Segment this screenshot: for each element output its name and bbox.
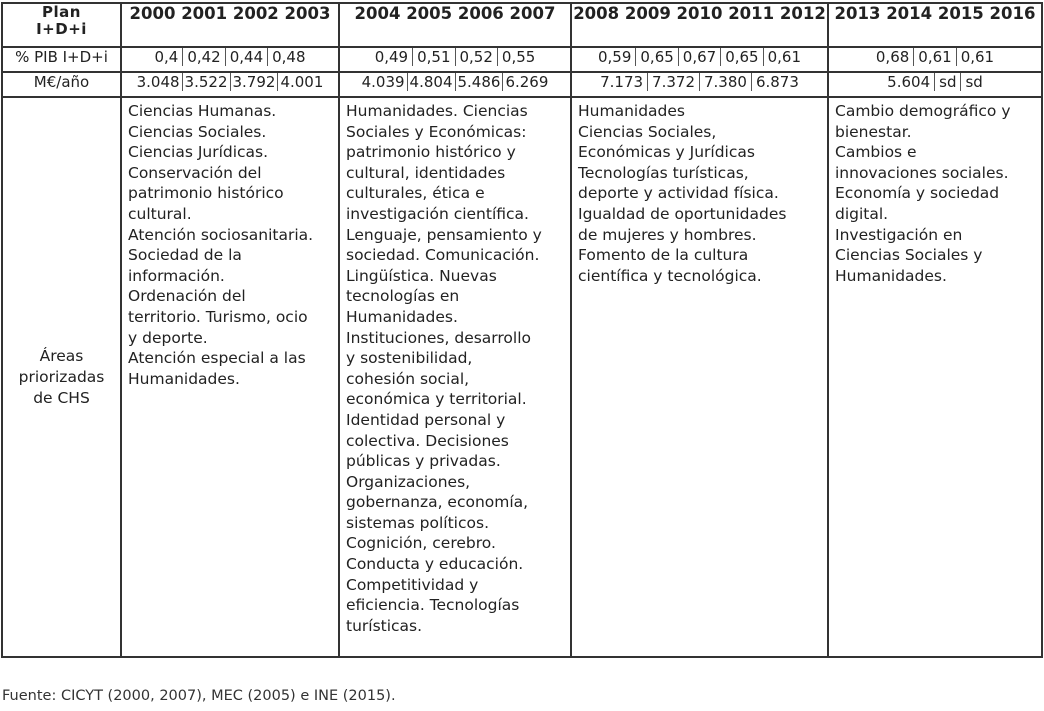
area-line: Ciencias Humanas. (128, 102, 277, 120)
header-period-4: 2013 2014 2015 2016 (828, 3, 1042, 47)
area-line: patrimonio histórico (128, 184, 284, 203)
value: 7.380 (699, 73, 751, 91)
value: 0,48 (267, 48, 309, 66)
areas-label-line: Áreas (39, 346, 84, 365)
meur-values (340, 73, 570, 91)
value: 3.048 (136, 73, 180, 91)
value: 0,4 (154, 48, 179, 66)
area-line: digital. (835, 204, 889, 223)
value: 0,61 (956, 48, 998, 66)
plan-table (1, 2, 1043, 658)
areas-cell-2013-2016 (828, 97, 1042, 657)
area-line: cultural. (128, 204, 192, 223)
area-line: gobernanza, economía, (346, 493, 529, 512)
pib-row (2, 47, 1042, 72)
area-line: tecnologías en (346, 287, 460, 306)
area-line: Ordenación del (128, 287, 246, 306)
area-line: Organizaciones, (346, 472, 471, 491)
area-line: investigación científica. (346, 204, 529, 223)
area-line: colectiva. Decisiones (346, 431, 509, 450)
areas-cell-2000-2003 (121, 97, 339, 657)
areas-label-line: de CHS (33, 388, 90, 407)
pib-values (340, 48, 570, 66)
pib-row-label: % PIB I+D+i (2, 47, 121, 72)
area-line: Identidad personal y (346, 410, 506, 429)
area-line: culturales, ética e (346, 184, 485, 203)
meur-cell-1 (121, 72, 339, 97)
area-line: información. (128, 266, 225, 285)
area-line: turísticas. (346, 616, 423, 635)
pib-values (122, 48, 338, 66)
header-period-1: 2000 2001 2002 2003 (121, 3, 339, 47)
area-line: Humanidades (578, 102, 685, 120)
area-line: científica y tecnológica. (578, 266, 762, 285)
area-line: Humanidades. (835, 266, 947, 285)
value: 0,65 (720, 48, 762, 66)
area-line: Ciencias Jurídicas. (128, 143, 269, 162)
area-line: innovaciones sociales. (835, 163, 1009, 182)
area-line: Tecnologías turísticas, (578, 163, 749, 182)
area-line: Fomento de la cultura (578, 246, 749, 265)
area-line: Humanidades. Ciencias (346, 102, 528, 120)
area-line: Sociales y Económicas: (346, 122, 527, 141)
header-plan-line1: Plan (42, 3, 81, 21)
header-row (2, 3, 1042, 47)
value: 7.173 (600, 73, 644, 91)
area-line: y sostenibilidad, (346, 349, 473, 368)
area-line: de mujeres y hombres. (578, 225, 757, 244)
header-plan-line2: I+D+i (36, 20, 87, 38)
meur-values (829, 73, 1041, 91)
area-line: deporte y actividad física. (578, 184, 779, 203)
value: sd (934, 73, 960, 91)
areas-label-line: priorizadas (18, 367, 105, 386)
area-line: Atención sociosanitaria. (128, 225, 314, 244)
area-line: Cambio demográfico y (835, 102, 1011, 120)
area-line: y deporte. (128, 328, 208, 347)
area-line: Conservación del (128, 163, 262, 182)
value: 0,52 (455, 48, 497, 66)
value: 7.372 (647, 73, 699, 91)
value: 0,65 (635, 48, 677, 66)
header-period-2: 2004 2005 2006 2007 (339, 3, 571, 47)
area-line: patrimonio histórico y (346, 143, 516, 162)
header-plan-cell (2, 3, 121, 47)
areas-cell-2008-2012 (571, 97, 828, 657)
area-line: cohesión social, (346, 369, 470, 388)
pib-values (829, 48, 1041, 66)
area-line: Investigación en (835, 225, 963, 244)
area-line: Ciencias Sociales, (578, 122, 717, 141)
value: 3.792 (230, 73, 278, 91)
pib-values (572, 48, 827, 66)
area-line: Sociedad de la (128, 246, 242, 265)
header-period-3: 2008 2009 2010 2011 2012 (571, 3, 828, 47)
value: 6.269 (502, 73, 550, 91)
area-line: cultural, identidades (346, 163, 506, 182)
value: 4.039 (361, 73, 405, 91)
meur-row-label: M€/año (2, 72, 121, 97)
area-line: Ciencias Sociales y (835, 246, 983, 265)
area-line: sociedad. Comunicación. (346, 246, 540, 265)
areas-cell-2004-2007 (339, 97, 571, 657)
areas-row (2, 97, 1042, 657)
area-line: bienestar. (835, 122, 912, 141)
area-line: Cambios e (835, 143, 917, 162)
area-line: Humanidades. (128, 369, 240, 388)
pib-cell-3 (571, 47, 828, 72)
area-line: económica y territorial. (346, 390, 527, 409)
value: 4.001 (277, 73, 325, 91)
area-line: Atención especial a las (128, 349, 306, 368)
value: 0,55 (497, 48, 539, 66)
value: 0,44 (225, 48, 267, 66)
value: 0,61 (763, 48, 805, 66)
value: 0,49 (374, 48, 409, 66)
value: 5.486 (455, 73, 503, 91)
area-line: Competitividad y (346, 575, 479, 594)
value: 4.804 (407, 73, 455, 91)
value: 0,68 (875, 48, 910, 66)
area-line: Económicas y Jurídicas (578, 143, 755, 162)
area-line: Cognición, cerebro. (346, 534, 496, 553)
meur-cell-2 (339, 72, 571, 97)
pib-cell-1 (121, 47, 339, 72)
value: sd (960, 73, 986, 91)
area-line: Instituciones, desarrollo (346, 328, 532, 347)
area-line: Lingüística. Nuevas (346, 266, 497, 285)
meur-cell-3 (571, 72, 828, 97)
area-line: Igualdad de oportunidades (578, 204, 787, 223)
value: 6.873 (751, 73, 803, 91)
area-line: Lenguaje, pensamiento y (346, 225, 542, 244)
value: 5.604 (887, 73, 931, 91)
value: 0,59 (597, 48, 632, 66)
value: 3.522 (182, 73, 230, 91)
pib-cell-4 (828, 47, 1042, 72)
meur-values (122, 73, 338, 91)
area-line: eficiencia. Tecnologías (346, 596, 520, 615)
area-line: territorio. Turismo, ocio (128, 307, 308, 326)
area-line: públicas y privadas. (346, 452, 501, 471)
area-line: Ciencias Sociales. (128, 122, 267, 141)
area-line: Conducta y educación. (346, 555, 524, 574)
meur-row (2, 72, 1042, 97)
value: 0,61 (913, 48, 955, 66)
value: 0,67 (678, 48, 720, 66)
meur-cell-4 (828, 72, 1042, 97)
area-line: Economía y sociedad (835, 184, 1000, 203)
pib-cell-2 (339, 47, 571, 72)
meur-values (572, 73, 827, 91)
areas-row-label (2, 97, 121, 657)
value: 0,42 (182, 48, 224, 66)
source-note: Fuente: CICYT (2000, 2007), MEC (2005) e INE (2015). (2, 688, 396, 704)
area-line: sistemas políticos. (346, 513, 489, 532)
area-line: Humanidades. (346, 307, 458, 326)
value: 0,51 (412, 48, 454, 66)
